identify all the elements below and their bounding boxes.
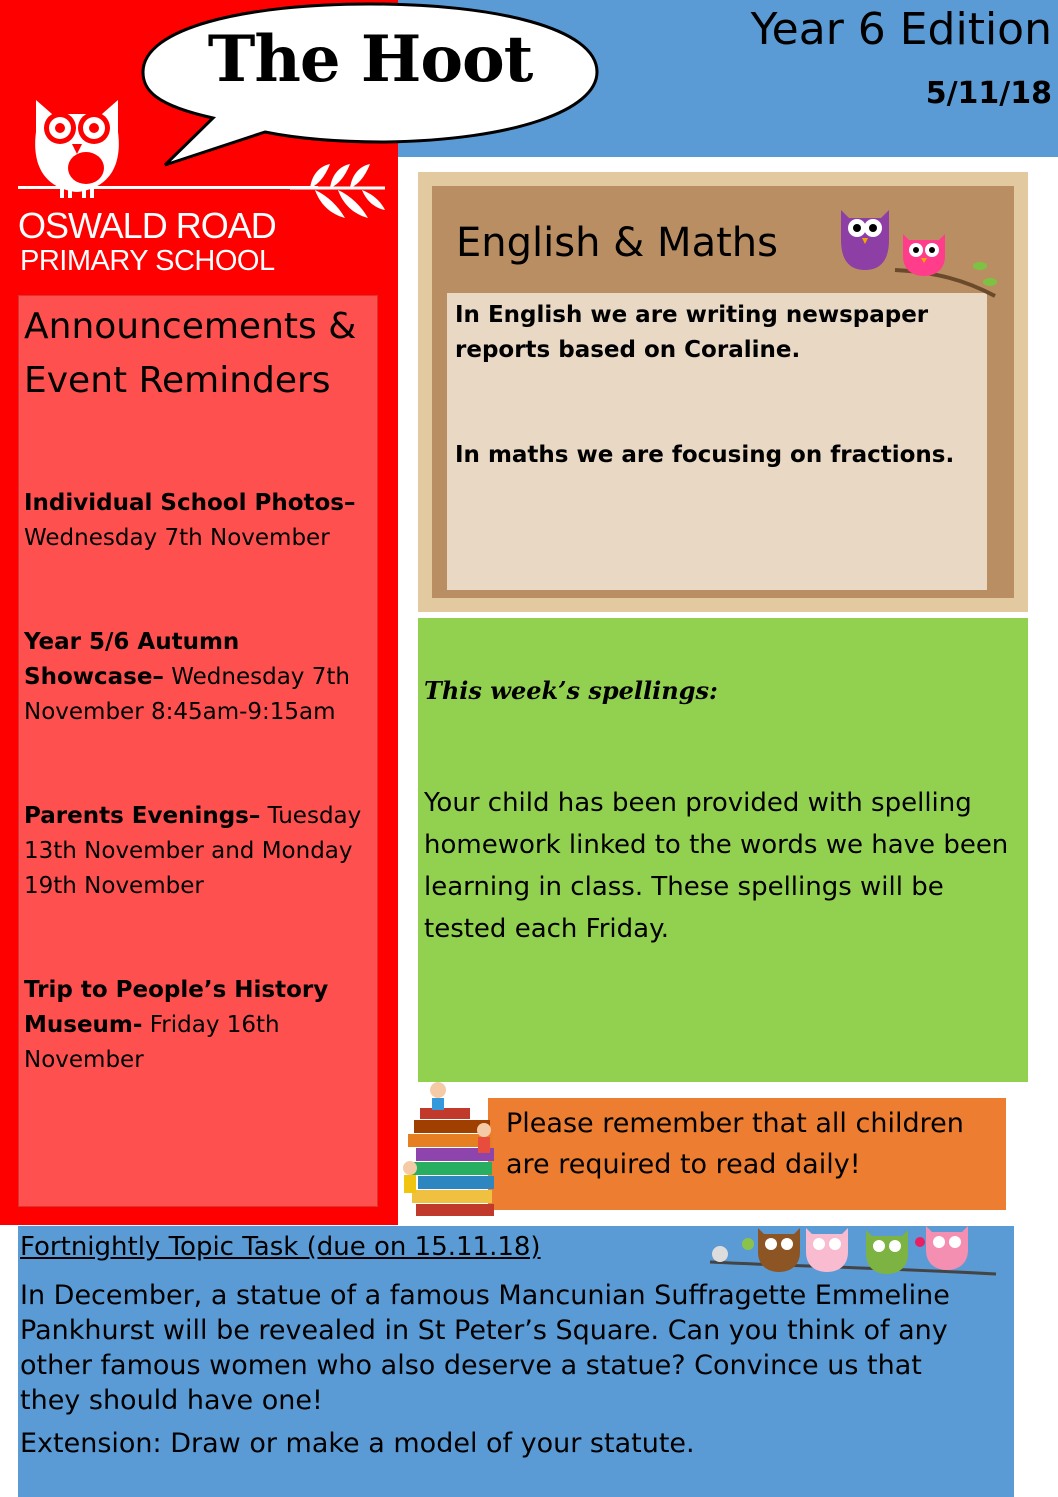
owls-branch-icon xyxy=(835,200,1000,300)
leaves-icon xyxy=(290,160,390,230)
reading-reminder: Please remember that all children are required to read daily! xyxy=(506,1108,964,1180)
announcement-heading: Parents Evenings– xyxy=(24,803,261,829)
english-text: In English we are writing newspaper reports based on Coraline. xyxy=(455,302,929,363)
school-name-line2: PRIMARY SCHOOL xyxy=(20,245,275,277)
newsletter-title: The Hoot xyxy=(207,22,533,97)
announcement-detail: Wednesday 7th November xyxy=(24,525,330,551)
logo-divider xyxy=(18,186,318,189)
spellings-title: This week’s spellings: xyxy=(424,676,718,705)
announcement-detail: Wednesday 7th November 8:45am-9:15am xyxy=(24,664,350,725)
issue-date: 5/11/18 xyxy=(925,76,1052,111)
topic-title: Fortnightly Topic Task (due on 15.11.18) xyxy=(20,1232,541,1262)
book-stack-icon xyxy=(398,1076,508,1221)
announcement-item xyxy=(24,799,364,904)
announcement-heading: Year 5/6 Autumn Showcase– xyxy=(24,629,240,690)
announcement-item xyxy=(24,973,364,1078)
owl-logo-icon xyxy=(22,92,132,210)
english-maths-title: English & Maths xyxy=(456,220,778,266)
owls-row-icon xyxy=(708,1222,998,1282)
announcement-heading: Individual School Photos– xyxy=(24,490,356,516)
announcement-heading: Trip to People’s History Museum- xyxy=(24,977,329,1038)
topic-extension: Extension: Draw or make a model of your statute. xyxy=(20,1428,695,1459)
announcement-item xyxy=(24,486,364,556)
topic-text: In December, a statue of a famous Mancunian Suffragette Emmeline Pankhurst will be revealed in St Peter’s Square. Can you think of any other famous women who also deserve a statue? Convince us that they should have one! xyxy=(20,1280,950,1416)
edition-label: Year 6 Edition xyxy=(750,4,1052,55)
announcement-item xyxy=(24,625,364,730)
school-name-line1: OSWALD ROAD xyxy=(18,205,276,246)
announcement-detail: Friday 16th November xyxy=(24,1012,280,1073)
spellings-text: Your child has been provided with spelling homework linked to the words we have been learning in class. These spellings will be tested each Friday. xyxy=(424,788,1009,944)
announcement-detail: Tuesday 13th November and Monday 19th November xyxy=(24,803,362,899)
announcements-title: Announcements & Event Reminders xyxy=(24,306,357,401)
maths-text: In maths we are focusing on fractions. xyxy=(455,442,955,468)
